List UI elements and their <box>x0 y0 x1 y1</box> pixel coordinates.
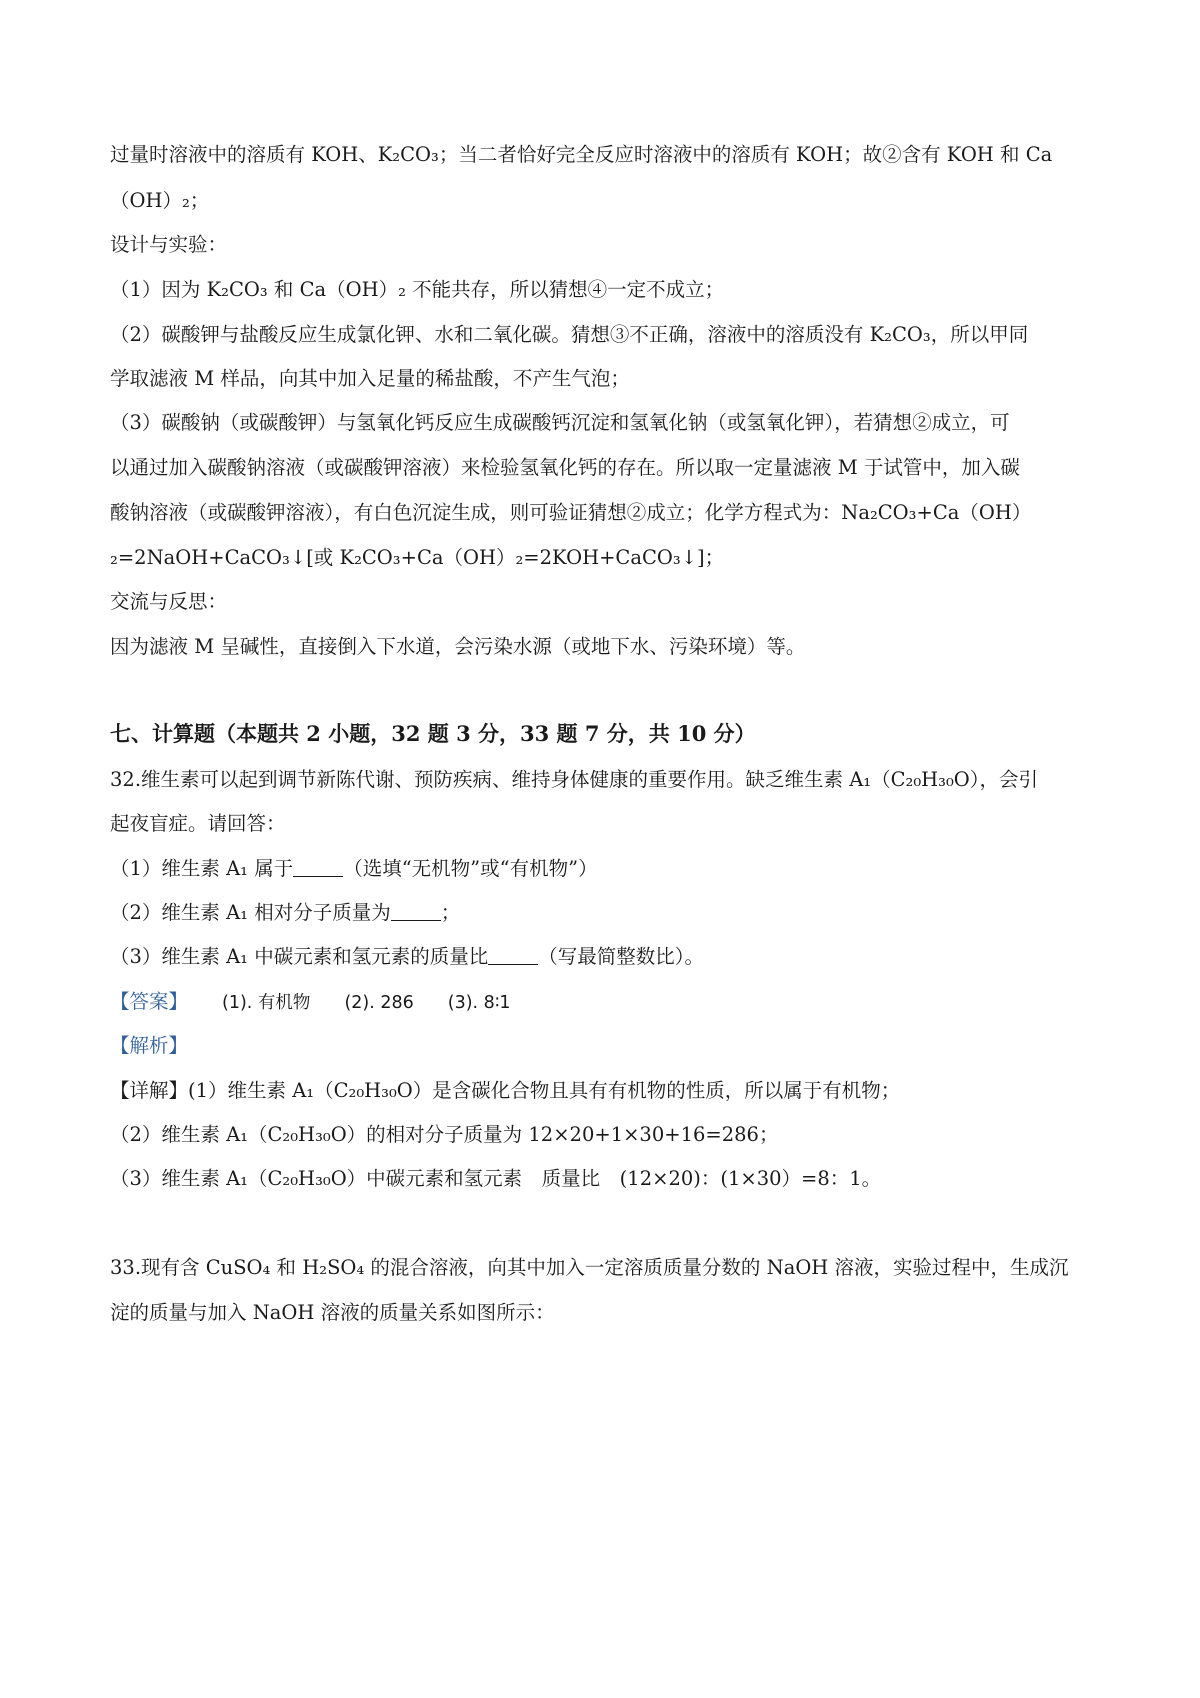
text-line: ₂=2NaOH+CaCO₃↓[或 K₂CO₃+Ca（OH）₂=2KOH+CaCO₃↓]； <box>110 546 725 569</box>
part-text: （写最简整数比）。 <box>538 945 704 968</box>
question-32-stem: 32.维生素可以起到调节新陈代谢、预防疾病、维持身体健康的重要作用。缺乏维生素 A₁（C₂₀H₃₀O），会引 <box>110 768 1039 791</box>
detail-line: （2）维生素 A₁（C₂₀H₃₀O）的相对分子质量为 12×20+1×30+16=286； <box>110 1123 779 1146</box>
answer-item: (1). 有机物 <box>222 993 311 1013</box>
text-line: 以通过加入碳酸钠溶液（或碳酸钾溶液）来检验氢氧化钙的存在。所以取一定量滤液 M 于试管中，加入碳 <box>110 456 1020 479</box>
text-line: （2）碳酸钾与盐酸反应生成氯化钾、水和二氧化碳。猜想③不正确，溶液中的溶质没有 K₂CO₃，所以甲同 <box>110 323 1029 346</box>
text-line: （3）碳酸钠（或碳酸钾）与氢氧化钙反应生成碳酸钙沉淀和氢氧化钠（或氢氧化钾），若猜想②成立，可 <box>110 411 1010 434</box>
text-line: （1）因为 K₂CO₃ 和 Ca（OH）₂ 不能共存，所以猜想④一定不成立； <box>110 278 725 301</box>
answer-tag: 【答案】 <box>110 990 189 1013</box>
part-text: （2）维生素 A₁ 相对分子质量为 <box>110 901 391 924</box>
text-line: 过量时溶液中的溶质有 KOH、K₂CO₃；当二者恰好完全反应时溶液中的溶质有 KOH；故②含有 KOH 和 Ca <box>110 143 1053 166</box>
analysis-row <box>110 1031 1100 1061</box>
part-text: （选填“无机物”或“有机物”） <box>343 857 598 880</box>
subheading-reflection: 交流与反思： <box>110 590 228 613</box>
question-33-stem: 淀的质量与加入 NaOH 溶液的质量关系如图所示： <box>110 1301 555 1324</box>
part-text: ； <box>440 901 461 924</box>
text-line: 酸钠溶液（或碳酸钾溶液），有白色沉淀生成，则可验证猜想②成立；化学方程式为：Na₂CO₃+Ca（OH） <box>110 501 1032 524</box>
analysis-tag: 【解析】 <box>110 1034 189 1057</box>
answer-row <box>110 987 1100 1018</box>
text-line: （OH）₂； <box>110 189 210 212</box>
detail-line: 【详解】(1）维生素 A₁（C₂₀H₃₀O）是含碳化合物且具有有机物的性质，所以属于有机物； <box>110 1079 901 1102</box>
question-32-part-3 <box>110 942 1100 972</box>
answer-blank <box>391 900 441 921</box>
text-line: 学取滤液 M 样品，向其中加入足量的稀盐酸，不产生气泡； <box>110 367 630 390</box>
answer-blank <box>293 856 343 877</box>
question-33-stem: 33.现有含 CuSO₄ 和 H₂SO₄ 的混合溶液，向其中加入一定溶质质量分数的 NaOH 溶液，实验过程中，生成沉 <box>110 1256 1069 1279</box>
question-32-part-1 <box>110 854 1100 884</box>
answer-item: (3). 8∶1 <box>447 993 511 1013</box>
answer-blank <box>488 944 538 965</box>
part-text: （1）维生素 A₁ 属于 <box>110 857 294 880</box>
text-line: 因为滤液 M 呈碱性，直接倒入下水道，会污染水源（或地下水、污染环境）等。 <box>110 635 806 658</box>
section-heading: 七、计算题（本题共 2 小题，32 题 3 分，33 题 7 分，共 10 分） <box>110 721 756 746</box>
subheading-design-experiment: 设计与实验： <box>110 233 228 256</box>
detail-line: （3）维生素 A₁（C₂₀H₃₀O）中碳元素和氢元素 质量比 (12×20)：(1×30）=8：1。 <box>110 1167 882 1190</box>
part-text: （3）维生素 A₁ 中碳元素和氢元素的质量比 <box>110 945 489 968</box>
answer-item: (2). 286 <box>344 993 414 1013</box>
question-32-part-2 <box>110 898 1100 928</box>
question-32-stem: 起夜盲症。请回答： <box>110 812 286 835</box>
